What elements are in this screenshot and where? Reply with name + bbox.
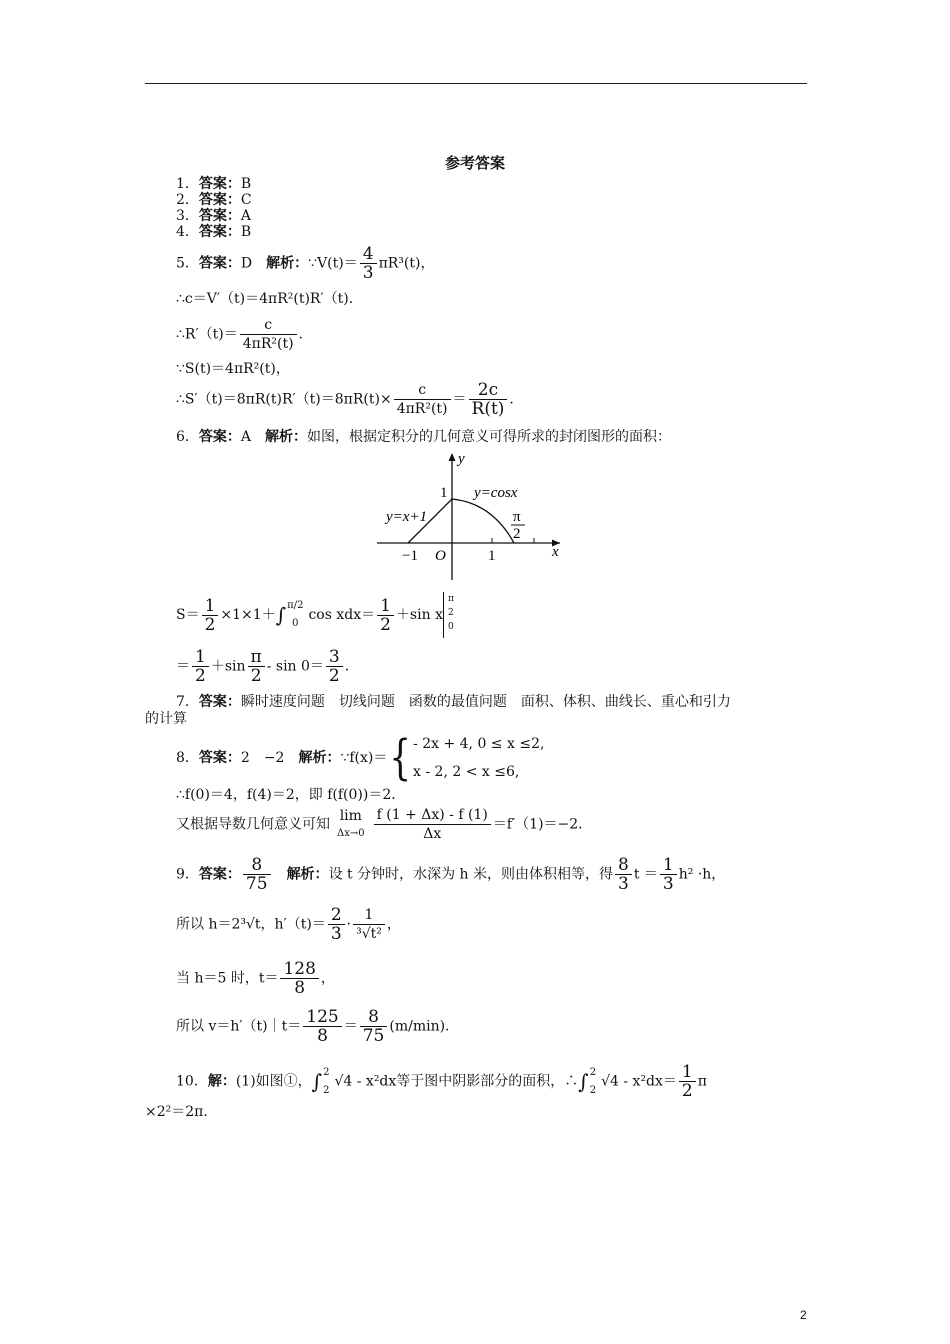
answer-5-line2: ∴c＝V′（t)＝4πR²(t)R′（t)． (176, 291, 363, 307)
label-x-axis: x (552, 544, 559, 560)
cosine-area-figure (372, 445, 572, 585)
answer-7-line2: 的计算 (145, 711, 187, 727)
answer-5-line3: ∴R′（t)＝ $\frac{c}{\text{4πR²(t)}}$ ． (176, 317, 313, 352)
answer-5-line5: ∴S′（t)＝8πR(t)R′（t)＝8πR(t)× $\frac{c}{\text{4πR²(t)}}$ ＝ $\frac{2c}{R(t)}$ ． (176, 380, 524, 419)
label-one-x: 1 (488, 548, 496, 564)
answer-5-line4: ∵S(t)＝4πR²(t)， (176, 361, 290, 377)
answer-10-line1: 10．解：(1)如图①，∫ 2 2 √4 - x²dx等于图中阴影部分的面积，∴∫ 2 2 √4 - x²dx＝ $\frac{1}{2}$ π (176, 1062, 707, 1101)
answer-8-line2: ∴f(0)＝4，f(4)＝2，即 f(f(0))＝2． (176, 787, 406, 803)
answer-10-line2: ×2²＝2π． (145, 1104, 218, 1120)
answer-5-line1: 5．答案：D 解析：∵V(t)＝ $\frac{4}{3}$ πR³(t)， (176, 244, 435, 283)
label-pi: π (513, 509, 521, 525)
label-y-axis: y (458, 451, 465, 467)
answer-1: 1．答案：B (176, 176, 252, 192)
page-number: 2 (800, 1308, 807, 1322)
label-line: y=x+1 (386, 509, 428, 525)
y-axis-arrow (449, 453, 456, 461)
answer-6-line3: ＝ $\frac{1}{2}$ ＋sin $\frac{\pi}{2}$ - sin 0＝ $\frac{3}{2}$ ． (176, 647, 359, 686)
label-neg1: −1 (402, 548, 418, 564)
answer-3: 3．答案：A (176, 208, 252, 224)
answer-9-line2: 所以 h＝2³√t，h′（t)＝ $\frac{2}{3}$ · $\frac{1}{\text{³√t²}}$ ， (176, 905, 401, 944)
label-cos: y=cosx (474, 485, 518, 501)
label-one-y: 1 (440, 485, 448, 501)
label-origin: O (435, 548, 446, 564)
answer-9-line1: 9．答案： $\frac{8}{75}$ 解析：设 t 分钟时，水深为 h 米，则由体积相等，得 $\frac{8}{3}$ t ＝ $\frac{1}{3}$ h² ·h， (176, 855, 726, 894)
answer-6-line1: 6．答案：A 解析：如图，根据定积分的几何意义可得所求的封闭图形的面积： (176, 429, 672, 445)
header-rule (145, 83, 807, 84)
answer-6-line2: S＝ $\frac{1}{2}$ ×1×1＋∫ π/2 0 cos xdx＝ $\frac{1}{2}$ ＋sin x π 2 0 (176, 592, 454, 638)
answer-7-line1: 7．答案：瞬时速度问题 切线问题 函数的最值问题 面积、体积、曲线长、重心和引力 (176, 694, 731, 710)
answer-9-line4: 所以 v＝h′（t)｜t＝ $\frac{125}{8}$ ＝ $\frac{8}{75}$ (m/min)． (176, 1007, 460, 1046)
label-two: 2 (513, 526, 521, 542)
cosine-curve (452, 499, 514, 543)
answer-8-line1: 8．答案：2 −2 解析：∵f(x)＝{ - 2x + 4, 0 ≤ x ≤2, x - 2, 2 < x ≤6, (176, 730, 545, 786)
answer-4: 4．答案：B (176, 224, 252, 240)
answer-8-line3: 又根据导数几何意义可知 lim Δx→0 $\frac{f (1 + \Delta x) - f (1)}{\Delta x}$ ＝f′（1)＝−2． (176, 807, 593, 842)
page-title: 参考答案 (444, 154, 505, 172)
answer-9-line3: 当 h＝5 时，t＝ $\frac{128}{8}$ ， (176, 959, 335, 998)
answer-2: 2．答案：C (176, 192, 252, 208)
